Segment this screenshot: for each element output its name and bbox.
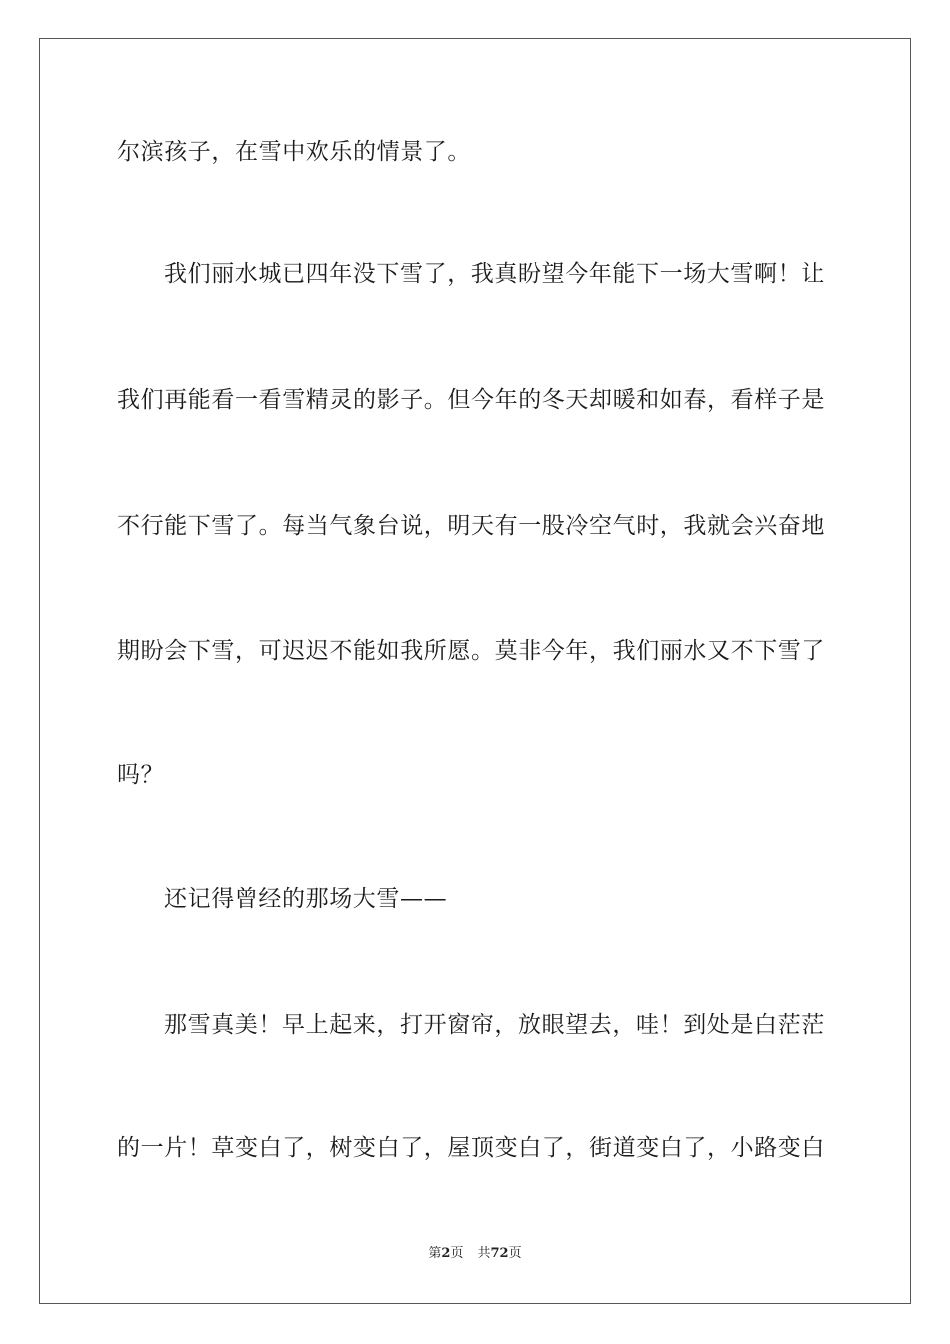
text-line-5: 期盼会下雪，可迟迟不能如我所愿。莫非今年，我们丽水又不下雪了 [117,638,825,664]
text-line-6: 吗？ [117,762,165,788]
text-line-7: 还记得曾经的那场大雪—— [164,886,448,912]
footer-page-prefix: 第 [428,1246,442,1261]
footer-page-suffix: 页 [450,1246,464,1261]
text-line-8: 那雪真美！早上起来，打开窗帘，放眼望去，哇！到处是白茫茫 [164,1012,825,1038]
text-line-9: 的一片！草变白了，树变白了，屋顶变白了，街道变白了，小路变白 [117,1135,825,1161]
text-line-1: 尔滨孩子，在雪中欢乐的情景了。 [117,139,471,165]
footer-page-number: 2 [441,1246,451,1261]
text-line-4: 不行能下雪了。每当气象台说，明天有一股冷空气时，我就会兴奋地 [117,513,825,539]
text-line-2: 我们丽水城已四年没下雪了，我真盼望今年能下一场大雪啊！让 [164,261,825,287]
text-line-3: 我们再能看一看雪精灵的影子。但今年的冬天却暖和如春，看样子是 [117,387,825,413]
footer-total-prefix: 共 [477,1246,491,1261]
page-border [39,38,911,1304]
page-footer [0,1245,950,1263]
footer-total-pages: 72 [490,1246,509,1261]
footer-total-suffix: 页 [508,1246,522,1261]
